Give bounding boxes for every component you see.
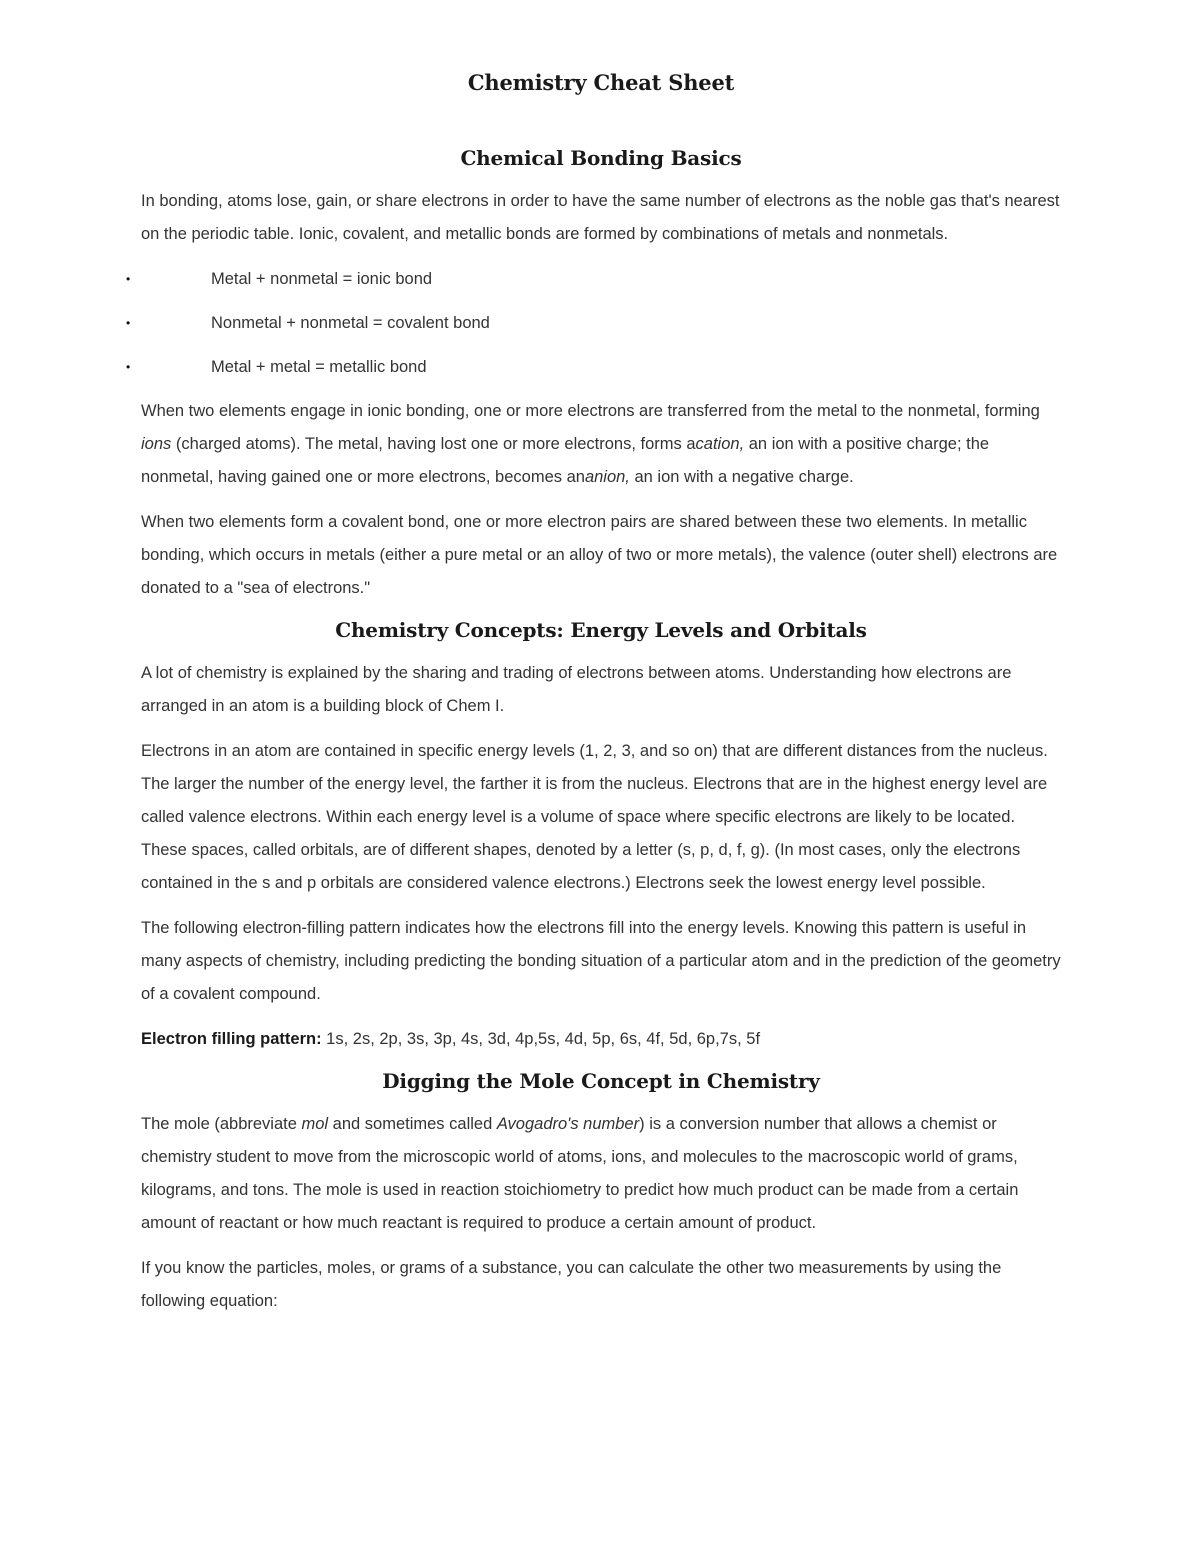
section-heading-mole: Digging the Mole Concept in Chemistry <box>382 1069 820 1093</box>
text-run: an ion with a positive charge; the nonmetal, having gained one or more electrons, becomes an <box>141 435 990 486</box>
text-run: When two elements engage in ionic bonding, one or more electrons are transferred from the metal to the nonmetal, forming <box>141 402 1040 420</box>
bullet-icon: • <box>126 272 131 286</box>
electron-filling-pattern <box>141 1023 1061 1056</box>
bullet-icon: • <box>126 360 131 374</box>
mole-concept-paragraph <box>141 1108 1061 1240</box>
filling-pattern-paragraph: The following electron-filling pattern indicates how the electrons fill into the energy levels. Knowing this pattern is useful in many aspects of chemistry, including predicting the bonding situation of a particular atom and in the prediction of the geometry of a covalent compound. <box>141 919 1061 1003</box>
term-mol: mol <box>301 1115 329 1133</box>
list-item <box>126 351 1061 384</box>
pattern-value: 1s, 2s, 2p, 3s, 3p, 4s, 3d, 4p,5s, 4d, 5p, 6s, 4f, 5d, 6p,7s, 5f <box>321 1030 761 1048</box>
bond-types-list <box>126 263 1061 384</box>
list-item-text: Metal + metal = metallic bond <box>211 358 427 376</box>
text-run: (charged atoms). The metal, having lost one or more electrons, forms a <box>171 435 696 453</box>
text-run: The mole (abbreviate <box>141 1115 302 1133</box>
text-run: and sometimes called <box>328 1115 497 1133</box>
covalent-bonding-paragraph: When two elements form a covalent bond, one or more electron pairs are shared between these two elements. In metallic bonding, which occurs in metals (either a pure metal or an alloy of two or more metals), the valence (outer shell) electrons are donated to a "sea of electrons." <box>141 513 1058 597</box>
term-ions: ions <box>141 435 172 453</box>
term-cation: cation, <box>695 435 745 453</box>
list-item-text: Metal + nonmetal = ionic bond <box>211 270 433 288</box>
energy-intro-paragraph: A lot of chemistry is explained by the sharing and trading of electrons between atoms. Understanding how electrons are arranged in an atom is a building block of Chem I. <box>141 664 1012 715</box>
document-title: Chemistry Cheat Sheet <box>467 70 735 95</box>
bonding-intro-paragraph: In bonding, atoms lose, gain, or share electrons in order to have the same number of electrons as the noble gas that's nearest on the periodic table. Ionic, covalent, and metallic bonds are formed by combinations of metals and nonmetals. <box>141 192 1060 243</box>
list-item <box>126 263 1061 296</box>
section-heading-energy-levels: Chemistry Concepts: Energy Levels and Orbitals <box>335 618 867 642</box>
list-item-text: Nonmetal + nonmetal = covalent bond <box>211 314 490 332</box>
section-heading-bonding: Chemical Bonding Basics <box>460 146 742 170</box>
document-page <box>126 70 1061 1330</box>
list-item <box>126 307 1061 340</box>
term-anion: anion, <box>584 468 630 486</box>
pattern-label: Electron filling pattern: <box>141 1030 322 1048</box>
ionic-bonding-paragraph <box>141 395 1061 494</box>
energy-levels-paragraph: Electrons in an atom are contained in specific energy levels (1, 2, 3, and so on) that are different distances from the nucleus. The larger the number of the energy level, the farther it is from the nucleus. Electrons that are in the highest energy level are called valence electrons. Within each energy level is a volume of space where specific electrons are likely to be located. These spaces, called orbitals, are of different shapes, denoted by a letter (s, p, d, f, g). (In most cases, only the electrons contained in the s and p orbitals are considered valence electrons.) Electrons seek the lowest energy level possible. <box>141 742 1048 892</box>
mole-equation-intro-paragraph: If you know the particles, moles, or grams of a substance, you can calculate the other two measurements by using the following equation: <box>141 1259 1002 1310</box>
term-avogadro: Avogadro's number <box>496 1115 640 1133</box>
text-run: an ion with a negative charge. <box>629 468 854 486</box>
text-run: ) is a conversion number that allows a chemist or chemistry student to move from the microscopic world of atoms, ions, and molecules to the macroscopic world of grams, kilograms, and tons. The mole is used in reaction stoichiometry to predict how much product can be made from a certain amount of reactant or how much reactant is required to produce a certain amount of product. <box>141 1115 1019 1232</box>
bullet-icon: • <box>126 316 131 330</box>
